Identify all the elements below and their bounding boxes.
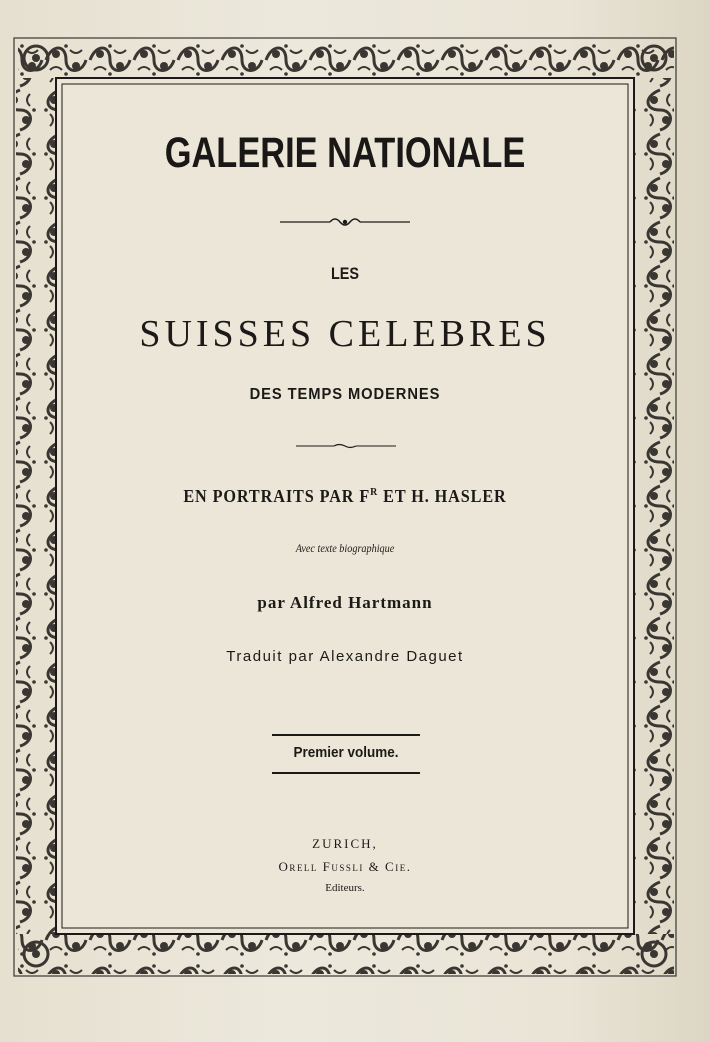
page-title: GALERIE NATIONALE xyxy=(164,129,526,177)
volume-box xyxy=(272,734,420,774)
portraits-superscript: R xyxy=(370,486,379,498)
subtitle: DES TEMPS MODERNES xyxy=(249,386,441,403)
portraits-prefix: EN PORTRAITS PAR F xyxy=(183,486,371,506)
translator-line: Traduit par Alexandre Daguet xyxy=(226,648,464,665)
portraits-suffix: ET H. HASLER xyxy=(378,486,507,506)
editeurs-label: Editeurs. xyxy=(325,882,365,894)
publisher-city: ZURICH, xyxy=(312,836,378,851)
ornament-divider-top xyxy=(62,214,628,230)
title-content xyxy=(62,84,628,926)
biographical-note: Avec texte biographique xyxy=(295,541,395,555)
main-title: SUISSES CELEBRES xyxy=(139,313,551,355)
portraits-line xyxy=(90,486,599,507)
publisher-name: Orell Fussli & Cie. xyxy=(278,859,412,874)
volume-label: Premier volume. xyxy=(293,744,399,761)
les-label: LES xyxy=(330,264,360,283)
ornament-divider-middle xyxy=(62,441,628,451)
author-line: par Alfred Hartmann xyxy=(257,593,433,612)
